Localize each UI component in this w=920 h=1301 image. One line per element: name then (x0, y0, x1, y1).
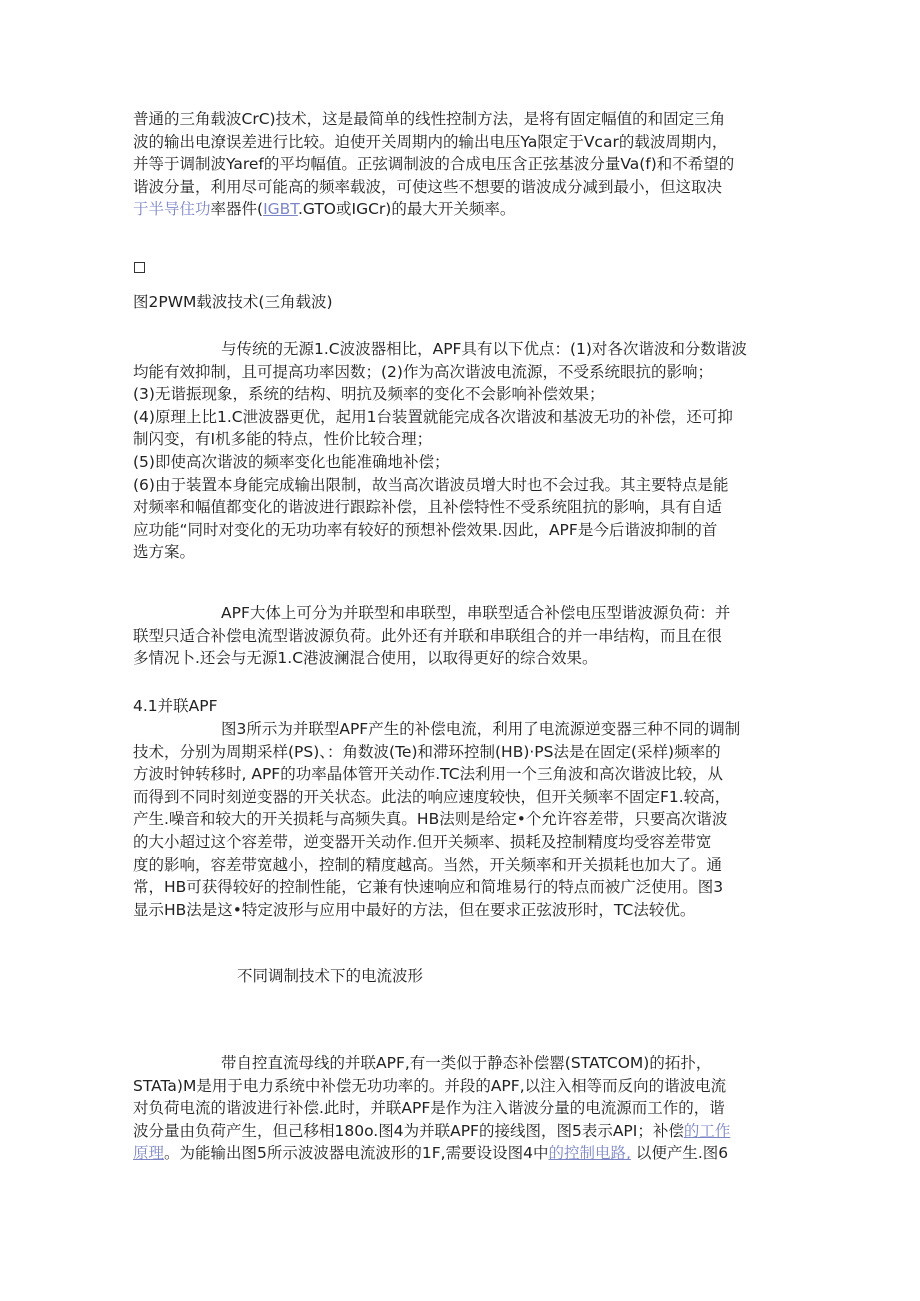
link-igbt[interactable]: IGBT (263, 200, 298, 219)
paragraph-triangle-carrier (133, 108, 793, 221)
text-line: STATa)M是用于电力系统中补偿无功功率的。并段的APF,以注入相等而反向的谐波电流 (133, 1076, 727, 1095)
paragraph-apf-advantages (133, 338, 793, 564)
text-line: 波的输出电潦误差进行比较。迫使开关周期内的输出电压Ya限定于Vcar的载波周期内， (133, 132, 728, 151)
text-line: (6)由于装置本身能完成输出限制，故当高次谐波员增大时也不会过我。其主要特点是能 (133, 475, 729, 494)
figure-3-caption: 不同调制技术下的电流波形 (237, 967, 424, 985)
text-line: 产生.噪音和较大的开关损耗与高频失真。HB法则是给定•个允许容差带，只要高次谐波 (133, 810, 728, 829)
text-line: 制闪变，有I机多能的特点，性价比较合理； (133, 430, 433, 449)
figure-2-caption: 图2PWM载波技术(三角载波) (133, 293, 333, 311)
text-line: (4)原理上比1.C泄波器更优，起用1台装置就能完成各次谐波和基波无功的补偿，还可抑 (133, 407, 733, 426)
text-line: 原理。为能输出图5所示波波器电流波形的1F,需要设设图4中的控制电路, 以便产生.图6 (133, 1144, 729, 1163)
text-line: 普通的三角载波CrC)技术，这是最简单的线性控制方法，是将有固定幅值的和固定三角 (133, 110, 726, 128)
text-line: APF大体上可分为并联型和串联型，串联型适合补偿电压型谐波源负荷：并 (221, 604, 731, 622)
text-line: 应功能“同时对变化的无功功率有较好的预想补偿效果.因此，APF是今后谐波抑制的首 (133, 520, 718, 539)
text-line: 于半导住功率器件(IGBT.GTO或IGCr)的最大开关频率。 (133, 200, 516, 219)
text-line: 对负荷电流的谐波进行补偿.此时，并联APF是作为注入谐波分量的电流源而工作的，谐 (133, 1099, 725, 1118)
text-line: 方波时钟转移时, APF的功率晶体管开关动作.TC法利用一个三角波和高次谐波比较，从 (133, 765, 724, 784)
text-line: 选方案。 (133, 543, 196, 562)
text-line: 带自控直流母线的并联APF,有一类似于静态补偿罂(STATCOM)的拓扑， (221, 1054, 712, 1072)
text-line: 图3所示为并联型APF产生的补偿电流，利用了电流源逆变器三种不同的调制 (221, 720, 741, 738)
text-line: 对频率和幅值都变化的谐波进行跟踪补偿，且补偿特性不受系统阻抗的影响，具有自适 (133, 498, 723, 517)
text-line: 而得到不同时刻逆变器的开关状态。此法的响应速度较快，但开关频率不固定F1.较高， (133, 787, 731, 806)
text-line: (3)无谐振现象，系统的结构、明抗及频率的变化不会影响补偿效果； (133, 385, 605, 404)
text-line: 谐波分量，利用尽可能高的频率载波，可使这些不想要的谐波成分减到最小，但这取决 (133, 177, 723, 196)
missing-image-placeholder-icon (134, 262, 145, 273)
link-control-circuit[interactable]: 的控制电路, (548, 1144, 631, 1163)
text-line: 度的影响，容差带宽越小，控制的精度越高。当然，开关频率和开关损耗也加大了。通 (133, 855, 723, 874)
text-line: 技术，分别为周期采样(PS)、：角数波(Te)和滞环控制(HB)·PS法是在固定(采样)频率的 (133, 742, 721, 761)
text-line: 并等于调制波Yaref的平均幅值。正弦调制波的合成电压含正弦基波分量Va(f)和不希望的 (133, 155, 735, 174)
paragraph-apf-types (133, 602, 793, 670)
text-line: 均能有效抑制，且可提高功率因数；(2)作为高次谐波电流源，不受系统眼抗的影响； (133, 362, 713, 381)
section-heading-4-1: 4.1并联APF (133, 697, 218, 715)
text-line: 的大小超过这个容差带，逆变器开关动作.但开关频率、损耗及控制精度均受容差带宽 (133, 832, 712, 851)
link-semiconductor[interactable]: 于半导住功 (133, 200, 211, 219)
text-line: (5)即使高次谐波的频率变化也能准确地补偿； (133, 452, 450, 471)
paragraph-shunt-apf (133, 1052, 793, 1165)
link-working-principle[interactable]: 的工作 (683, 1121, 731, 1140)
text-line: 与传统的无源1.C波波器相比，APF具有以下优点：(1)对各次谐波和分数谐波 (221, 340, 747, 358)
text-line: 联型只适合补偿电流型谐波源负荷。此外还有并联和串联组合的并一串结构，而且在很 (133, 626, 723, 645)
link-working-principle-cont[interactable]: 原理 (133, 1144, 165, 1163)
text-line: 常，HB可获得较好的控制性能，它兼有快速响应和简堆易行的特点而被广泛使用。图3 (133, 878, 724, 897)
text-line: 显示HB法是这•特定波形与应用中最好的方法，但在要求正弦波形时，TC法较优。 (133, 900, 696, 919)
paragraph-modulation-techniques (133, 718, 793, 921)
text-line: 多情况卜.还会与无源1.C港波澜混合使用，以取得更好的综合效果。 (133, 649, 598, 668)
text-line: 波分量由负荷产生，但己移相180o.图4为并联APF的接线图，图5表示API；补偿的工作 (133, 1121, 731, 1140)
